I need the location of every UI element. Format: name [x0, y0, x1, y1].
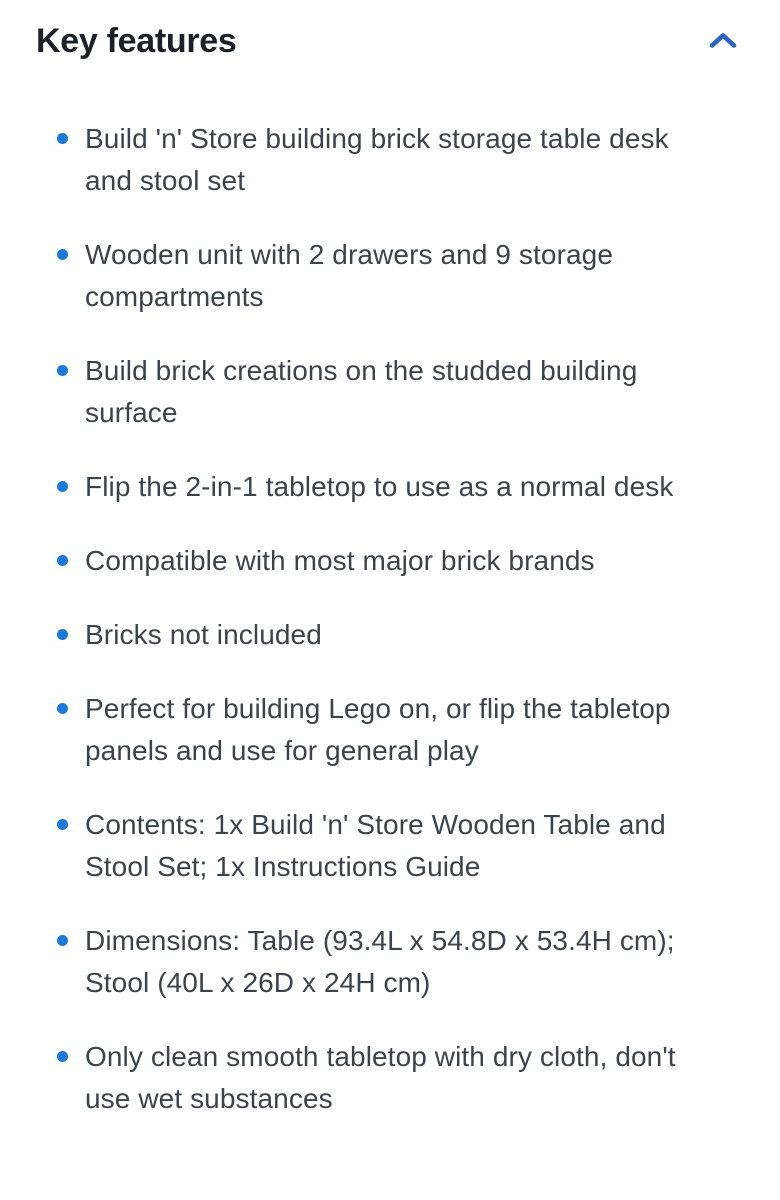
features-list	[36, 118, 744, 1120]
bullet-icon	[57, 133, 68, 144]
bullet-icon	[57, 1051, 68, 1062]
chevron-up-icon	[708, 31, 738, 51]
list-item	[36, 234, 744, 318]
list-item	[36, 540, 744, 582]
feature-text: Dimensions: Table (93.4L x 54.8D x 53.4H cm); Stool (40L x 26D x 24H cm)	[85, 925, 675, 998]
feature-text: Contents: 1x Build 'n' Store Wooden Table and Stool Set; 1x Instructions Guide	[85, 809, 666, 882]
feature-text: Build brick creations on the studded building surface	[85, 355, 638, 428]
bullet-icon	[57, 249, 68, 260]
list-item	[36, 920, 744, 1004]
collapse-button[interactable]	[702, 25, 744, 57]
feature-text: Wooden unit with 2 drawers and 9 storage compartments	[85, 239, 614, 312]
list-item	[36, 804, 744, 888]
list-item	[36, 350, 744, 434]
bullet-icon	[57, 703, 68, 714]
list-item	[36, 466, 744, 508]
list-item	[36, 614, 744, 656]
feature-text: Bricks not included	[85, 619, 322, 650]
key-features-header[interactable]	[36, 18, 744, 64]
bullet-icon	[57, 481, 68, 492]
feature-text: Build 'n' Store building brick storage table desk and stool set	[85, 123, 669, 196]
feature-text: Compatible with most major brick brands	[85, 545, 595, 576]
bullet-icon	[57, 365, 68, 376]
section-title: Key features	[36, 22, 237, 60]
feature-text: Perfect for building Lego on, or flip the tabletop panels and use for general play	[85, 693, 671, 766]
bullet-icon	[57, 935, 68, 946]
bullet-icon	[57, 555, 68, 566]
list-item	[36, 1036, 744, 1120]
feature-text: Flip the 2-in-1 tabletop to use as a normal desk	[85, 471, 674, 502]
feature-text: Only clean smooth tabletop with dry cloth, don't use wet substances	[85, 1041, 676, 1114]
list-item	[36, 118, 744, 202]
list-item	[36, 688, 744, 772]
bullet-icon	[57, 629, 68, 640]
bullet-icon	[57, 819, 68, 830]
